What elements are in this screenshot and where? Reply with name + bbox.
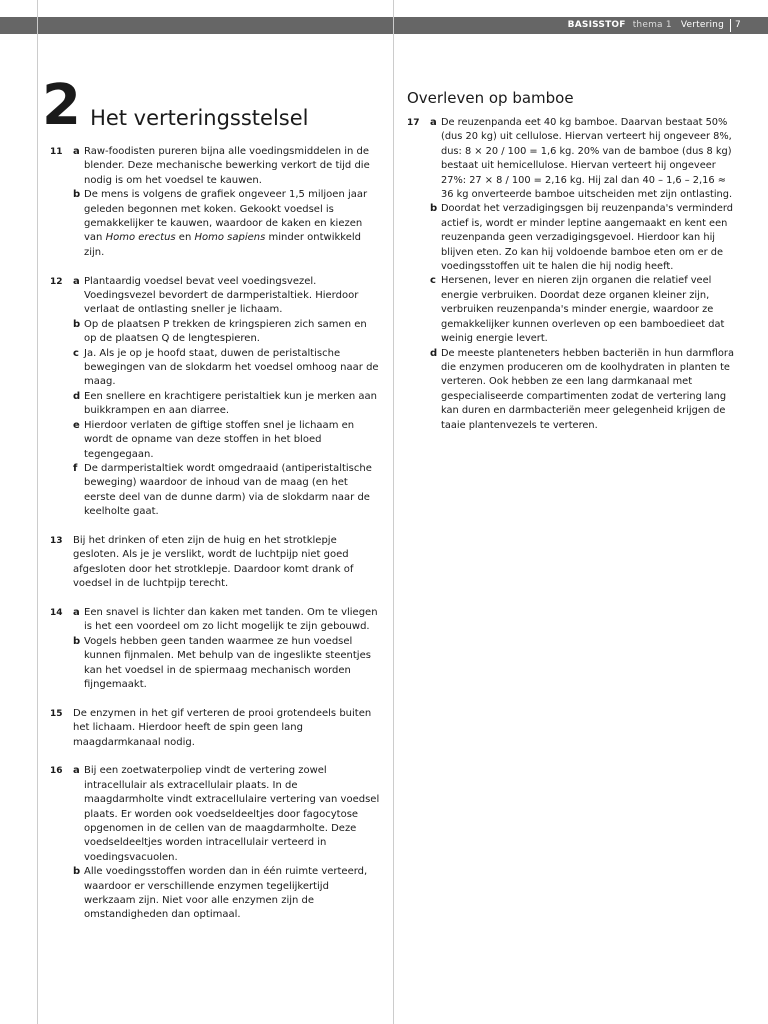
answer-body: Ja. Als je op je hoofd staat, duwen de peristaltische bewegingen van de slokdarm het voedsel omhoog naar de maag. — [84, 347, 379, 388]
part-letter: a — [73, 275, 80, 287]
part-letter: b — [73, 189, 81, 201]
part-letter: d — [430, 347, 438, 359]
answer-text — [73, 707, 380, 750]
answer-part-d — [73, 390, 380, 419]
answer-body: Raw-foodisten pureren bijna alle voedingsmiddelen in de blender. Deze mechanische bewerking verkort de tijd die nodig is om het voedsel te kauwen. — [84, 146, 370, 186]
question-number: 17 — [407, 118, 420, 128]
answer-part-b — [73, 318, 380, 347]
answer-body: De reuzenpanda eet 40 kg bamboe. Daarvan bestaat 50% (dus 20 kg) uit cellulose. Hiervan verteert hij ongeveer 8%, dus: 8 × 20 / 100 = 1,6 kg. 20% van de bamboe (dus 8 kg) bestaat uit hemicellulose. Hiervan verteert hij ongeveer 27%: 27 × 8 / 100 = 2,16 kg. Hij zal dan 40 – 1,6 – 2,16 ≈ 36 kg onverteerde bamboe uitscheiden met zijn ontlasting. — [441, 117, 733, 201]
chapter-title: Het verteringsstelsel — [90, 106, 309, 130]
answer-body: Hersenen, lever en nieren zijn organen die relatief veel energie verbruiken. Doordat deze organen kleiner zijn, verbruiken reuzenpanda's minder energie, waardoor ze gemakkelijker kunnen overleven op een bamboedieet dat weinig energie levert. — [441, 275, 725, 345]
answer-body: Doordat het verzadigingsgen bij reuzenpanda's verminderd actief is, wordt er minder leptine aangemaakt en kent een reuzenpanda geen verzadigingsgevoel. Hierdoor kan hij blijven eten. Zo kan hij voldoende bamboe eten om er de voedingsstoffen uit te halen die hij nodig heeft. — [441, 203, 733, 273]
header-theme: thema 1 — [632, 20, 672, 30]
part-letter: d — [73, 390, 81, 402]
answer-part-d — [430, 347, 737, 433]
question-number: 11 — [50, 147, 63, 157]
answer-part-b — [73, 865, 380, 923]
answer-part-b — [430, 202, 737, 274]
page-number: 7 — [735, 20, 741, 30]
answer-body: De enzymen in het gif verteren de prooi grotendeels buiten het lichaam. Hierdoor heeft de spin geen lang maagdarmkanaal nodig. — [73, 707, 372, 748]
section-title: Overleven op bamboe — [407, 89, 574, 107]
part-letter: a — [73, 146, 80, 157]
chapter-heading — [42, 73, 309, 138]
part-letter: b — [73, 635, 81, 647]
header-section: BASISSTOF — [567, 20, 626, 30]
question-number: 16 — [50, 766, 63, 777]
species-name: Homo erectus — [105, 232, 176, 244]
question-number: 15 — [50, 708, 63, 719]
species-name: Homo sapiens — [194, 232, 266, 244]
answer-part-b — [73, 635, 380, 693]
header-text — [568, 17, 724, 34]
answer-body: Vogels hebben geen tanden waarmee ze hun voedsel kunnen fijnmalen. Met behulp van de ingeslikte steentjes kan het voedsel in de spiermaag mechanisch worden fijngemaakt. — [84, 635, 371, 690]
column-divider-line — [393, 0, 394, 1024]
answer-body: De meeste planteneters hebben bacteriën in hun darmflora die enzymen produceren om de koolhydraten in planten te verteren. Ook hebben ze een lang darmkanaal met gespecialiseerde compartimenten zodat de vertering lang kan duren en darmbacteriën meer gelegenheid krijgen de taaie plantenvezels te verteren. — [441, 347, 734, 431]
answer-part-b — [73, 188, 380, 260]
header-divider — [730, 19, 731, 32]
question-14 — [50, 606, 380, 692]
question-number: 14 — [50, 607, 63, 618]
answer-part-e — [73, 419, 380, 462]
answer-body: Alle voedingsstoffen worden dan in één ruimte verteerd, waardoor er verschillende enzymen tegelijkertijd werkzaam zijn. Niet voor alle enzymen zijn de omstandigheden dan optimaal. — [84, 866, 368, 921]
right-column — [407, 116, 737, 447]
answer-body: Een snavel is lichter dan kaken met tanden. Om te vliegen is het een voordeel om zo licht mogelijk te zijn gebouwd. — [84, 606, 378, 633]
answer-part-c — [73, 347, 380, 390]
left-column — [50, 145, 380, 937]
answer-body: De darmperistaltiek wordt omgedraaid (antiperistaltische beweging) waardoor de inhoud van de maag (en het eerste deel van de dunne darm) via de slokdarm naar de keelholte gaat. — [84, 462, 372, 518]
header-topic: Vertering — [680, 20, 724, 30]
part-letter: b — [430, 203, 438, 215]
question-13 — [50, 534, 380, 592]
question-16 — [50, 764, 380, 922]
answer-body: De mens is volgens de grafiek ongeveer 1,5 miljoen jaar geleden begonnen met koken. Gekookt voedsel is gemakkelijker te kauwen, waardoor de kaken en kiezen van Homo erectus en Homo sapiens minder ontwikkeld zijn. — [84, 189, 368, 258]
answer-body: Bij het drinken of eten zijn de huig en het strotklepje gesloten. Als je je verslikt, wordt de luchtpijp niet goed afgesloten door het strotklepje. Daardoor komt drank of voedsel in de luchtpijp terecht. — [73, 534, 354, 590]
running-header — [0, 17, 768, 34]
answer-text — [73, 534, 380, 592]
question-11 — [50, 145, 380, 260]
part-letter: e — [73, 419, 80, 431]
part-letter: a — [430, 117, 437, 128]
question-number: 12 — [50, 276, 63, 287]
part-letter: a — [73, 606, 80, 618]
question-17 — [407, 116, 737, 433]
answer-part-a — [73, 145, 380, 188]
chapter-number: 2 — [42, 73, 79, 138]
answer-part-a — [430, 116, 737, 202]
answer-body: Op de plaatsen P trekken de kringspieren zich samen en op de plaatsen Q de lengtespieren. — [84, 318, 367, 345]
part-letter: f — [73, 462, 78, 474]
question-12 — [50, 275, 380, 520]
part-letter: c — [73, 347, 79, 359]
answer-body: Hierdoor verlaten de giftige stoffen snel je lichaam en wordt de opname van deze stoffen in het bloed tegengegaan. — [84, 419, 355, 460]
part-letter: b — [73, 866, 81, 878]
question-number: 13 — [50, 535, 63, 546]
answer-part-a — [73, 275, 380, 318]
question-15 — [50, 707, 380, 750]
answer-part-f — [73, 462, 380, 520]
part-letter: a — [73, 765, 80, 777]
answer-part-c — [430, 274, 737, 346]
part-letter: b — [73, 318, 81, 330]
part-letter: c — [430, 275, 436, 287]
answer-body: Een snellere en krachtigere peristaltiek kun je merken aan buikkrampen en aan diarree. — [84, 390, 377, 417]
answer-body: Bij een zoetwaterpoliep vindt de vertering zowel intracellulair als extracellulair plaats. In de maagdarmholte vindt extracellulaire vertering van voedsel plaats. Er worden ook voedseldeeltjes door fagocytose opgenomen in de cellen van de maagdarmholte. Deze voedseldeeltjes worden intracellulair verteerd in voedingsvacuolen. — [84, 765, 380, 863]
left-margin-line — [37, 0, 38, 1024]
answer-body: Plantaardig voedsel bevat veel voedingsvezel. Voedingsvezel bevordert de darmperistaltiek. Hierdoor verlaat de ontlasting sneller je lichaam. — [84, 275, 359, 316]
answer-part-a — [73, 764, 380, 865]
answer-part-a — [73, 606, 380, 635]
